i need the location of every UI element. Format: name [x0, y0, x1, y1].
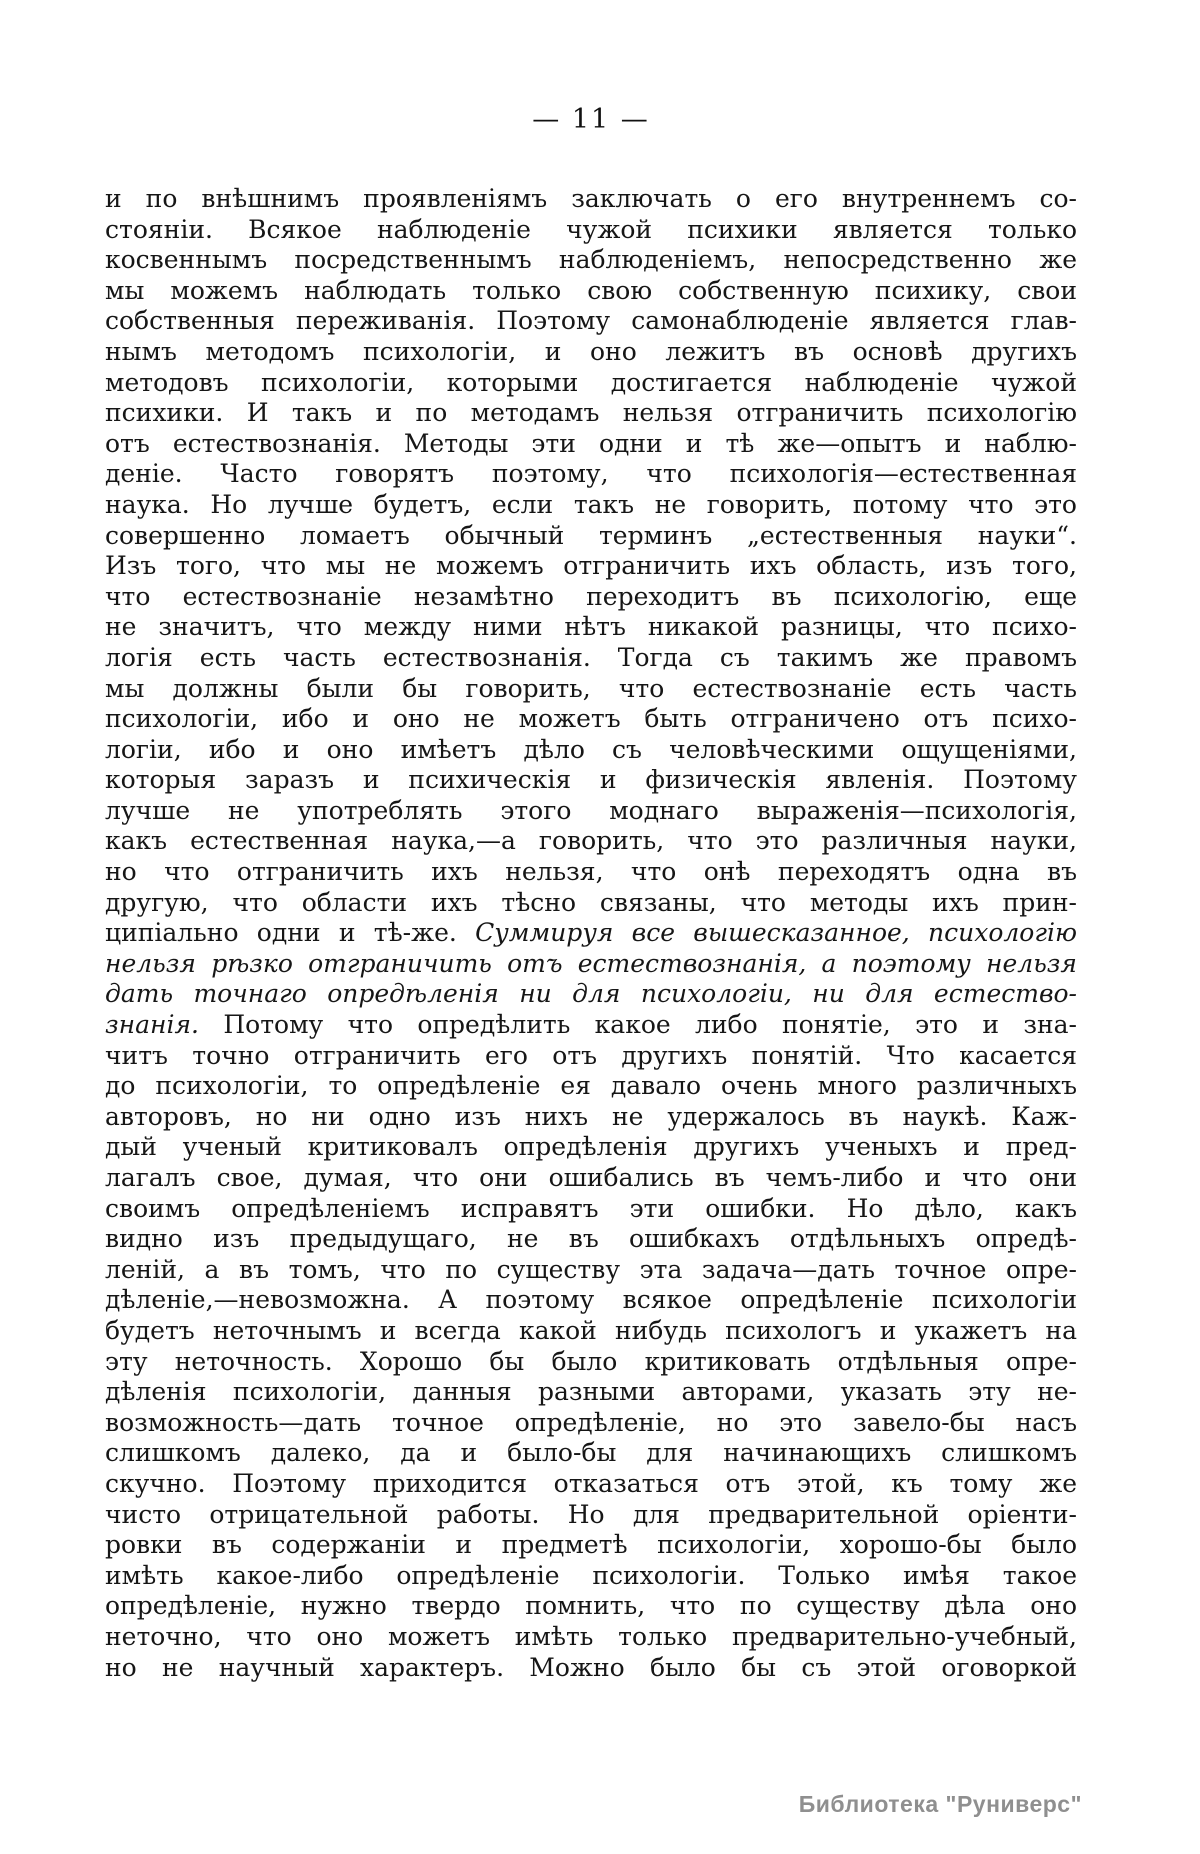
text-segment: ципіально одни и тѣ-же. — [105, 918, 476, 948]
text-line — [105, 306, 1077, 337]
text-segment: но не научный характеръ. Можно было бы съ этой оговоркой — [105, 1652, 1077, 1682]
text-segment: стояніи. Всякое наблюденіе чужой психики является только — [105, 214, 1077, 244]
text-segment: слишкомъ далеко, да и было-бы для начинающихъ слишкомъ — [105, 1438, 1077, 1468]
text-line — [105, 459, 1077, 490]
text-line — [105, 1530, 1077, 1561]
text-block — [105, 184, 1077, 1683]
text-line — [105, 1132, 1077, 1163]
text-segment: методовъ психологіи, которыми достигается наблюденіе чужой — [105, 367, 1077, 397]
text-segment: нымъ методомъ психологіи, и оно лежитъ въ основѣ другихъ — [105, 336, 1077, 366]
page-number: — 11 — — [532, 104, 650, 135]
text-line — [105, 215, 1077, 246]
text-line — [105, 643, 1077, 674]
text-segment: своимъ опредѣленіемъ исправятъ эти ошибки. Но дѣло, какъ — [105, 1193, 1077, 1223]
text-segment: мы должны были бы говорить, что естествознаніе есть часть — [105, 673, 1077, 703]
text-line — [105, 1010, 1077, 1041]
text-line — [105, 1285, 1077, 1316]
text-line — [105, 857, 1077, 888]
text-line — [105, 184, 1077, 215]
text-segment: будетъ неточнымъ и всегда какой нибудь психологъ и укажетъ на — [105, 1315, 1077, 1345]
text-segment: авторовъ, но ни одно изъ нихъ не удержалось въ наукѣ. Каж- — [105, 1101, 1077, 1131]
text-segment: дый ученый критиковалъ опредѣленія другихъ ученыхъ и пред- — [105, 1132, 1077, 1162]
text-segment: собственныя переживанія. Поэтому самонаблюденіе является глав- — [105, 306, 1077, 336]
text-segment: Потому что опредѣлить какое либо понятіе, это и зна- — [198, 1010, 1077, 1040]
library-watermark: Библиотека "Руниверс" — [798, 1791, 1082, 1817]
text-segment: возможность—дать точное опредѣленіе, но это завело-бы насъ — [105, 1407, 1077, 1437]
text-line — [105, 1377, 1077, 1408]
text-line — [105, 704, 1077, 735]
text-line — [105, 276, 1077, 307]
text-line — [105, 1408, 1077, 1439]
text-line — [105, 1653, 1077, 1684]
text-segment: психологіи, ибо и оно не можетъ быть отграничено отъ психо- — [105, 704, 1077, 734]
text-segment: чисто отрицательной работы. Но для предварительной оріенти- — [105, 1499, 1077, 1529]
text-line — [105, 1316, 1077, 1347]
text-segment: дѣленія психологіи, данныя разными авторами, указать эту не- — [105, 1377, 1077, 1407]
text-segment: имѣть какое-либо опредѣленіе психологіи. Только имѣя такое — [105, 1560, 1077, 1590]
text-line — [105, 1224, 1077, 1255]
text-line — [105, 949, 1077, 980]
text-segment: логіи, ибо и оно имѣетъ дѣло съ человѣческими ощущеніями, — [105, 734, 1077, 764]
text-segment: логія есть часть естествознанія. Тогда съ такимъ же правомъ — [105, 642, 1077, 672]
text-line — [105, 368, 1077, 399]
text-segment-italic: Суммируя все вышесказанное, психологію — [475, 918, 1077, 948]
text-line — [105, 1347, 1077, 1378]
text-line — [105, 429, 1077, 460]
text-segment: леній, а въ томъ, что по существу эта задача—дать точное опре- — [105, 1254, 1077, 1284]
text-line — [105, 582, 1077, 613]
text-segment: лучше не употреблять этого моднаго выраженія—психологія, — [105, 795, 1077, 825]
text-line — [105, 398, 1077, 429]
text-line — [105, 1500, 1077, 1531]
text-segment: которыя заразъ и психическія и физическія явленія. Поэтому — [105, 765, 1077, 795]
text-segment: мы можемъ наблюдать только свою собственную психику, свои — [105, 275, 1077, 305]
text-segment-italic: нельзя рѣзко отграничить отъ естествознанія, а поэтому нельзя — [105, 948, 1077, 978]
text-segment: но что отграничить ихъ нельзя, что онѣ переходятъ одна въ — [105, 857, 1077, 887]
text-segment: эту неточность. Хорошо бы было критиковать отдѣльныя опре- — [105, 1346, 1077, 1376]
text-segment: какъ естественная наука,—а говорить, что это различныя науки, — [105, 826, 1077, 856]
text-segment: совершенно ломаетъ обычный терминъ „естественныя науки“. — [105, 520, 1077, 550]
text-line — [105, 245, 1077, 276]
text-segment: до психологіи, то опредѣленіе ея давало очень много различныхъ — [105, 1071, 1077, 1101]
text-segment: другую, что области ихъ тѣсно связаны, что методы ихъ прин- — [105, 887, 1077, 917]
text-line — [105, 674, 1077, 705]
text-segment: скучно. Поэтому приходится отказаться отъ этой, къ тому же — [105, 1468, 1077, 1498]
text-segment: дѣленіе,—невозможна. А поэтому всякое опредѣленіе психологіи — [105, 1285, 1077, 1315]
text-segment: косвеннымъ посредственнымъ наблюденіемъ, непосредственно же — [105, 245, 1077, 275]
text-line — [105, 337, 1077, 368]
text-line — [105, 796, 1077, 827]
text-segment: неточно, что оно можетъ имѣть только предварительно-учебный, — [105, 1621, 1077, 1651]
text-segment: отъ естествознанія. Методы эти одни и тѣ же—опытъ и наблю- — [105, 428, 1077, 458]
text-segment: Изъ того, что мы не можемъ отграничить ихъ область, изъ того, — [105, 551, 1077, 581]
text-segment: не значитъ, что между ними нѣтъ никакой разницы, что психо- — [105, 612, 1077, 642]
text-segment: видно изъ предыдущаго, не въ ошибкахъ отдѣльныхъ опредѣ- — [105, 1224, 1077, 1254]
text-line — [105, 490, 1077, 521]
text-line — [105, 1071, 1077, 1102]
text-segment: опредѣленіе, нужно твердо помнить, что по существу дѣла оно — [105, 1591, 1077, 1621]
text-line — [105, 1255, 1077, 1286]
text-segment: и по внѣшнимъ проявленіямъ заключать о его внутреннемъ со- — [105, 184, 1077, 213]
text-segment: лагалъ свое, думая, что они ошибались въ чемъ-либо и что они — [105, 1163, 1077, 1192]
text-line — [105, 551, 1077, 582]
text-segment-italic: дать точнаго опредѣленія ни для психологіи, ни для естество- — [105, 979, 1077, 1009]
text-line — [105, 888, 1077, 919]
text-segment: наука. Но лучше будетъ, если такъ не говорить, потому что это — [105, 489, 1077, 519]
text-line — [105, 1041, 1077, 1072]
text-line — [105, 1438, 1077, 1469]
text-line — [105, 979, 1077, 1010]
text-segment-italic: знанія. — [105, 1010, 199, 1040]
text-line — [105, 826, 1077, 857]
text-line — [105, 1591, 1077, 1622]
text-segment: что естествознаніе незамѣтно переходитъ въ психологію, еще — [105, 581, 1077, 611]
text-segment: читъ точно отграничить его отъ другихъ понятій. Что касается — [105, 1040, 1077, 1070]
text-line — [105, 1194, 1077, 1225]
text-segment: психики. И такъ и по методамъ нельзя отграничить психологію — [105, 398, 1077, 428]
text-line — [105, 735, 1077, 766]
text-line — [105, 1469, 1077, 1500]
text-line — [105, 521, 1077, 552]
text-line — [105, 918, 1077, 949]
text-line — [105, 765, 1077, 796]
text-line — [105, 1561, 1077, 1592]
text-line — [105, 1163, 1077, 1194]
text-line — [105, 1102, 1077, 1133]
text-segment: деніе. Часто говорятъ поэтому, что психологія—естественная — [105, 459, 1077, 489]
text-line — [105, 1622, 1077, 1653]
text-segment: ровки въ содержаніи и предметѣ психологіи, хорошо-бы было — [105, 1530, 1077, 1560]
text-line — [105, 612, 1077, 643]
